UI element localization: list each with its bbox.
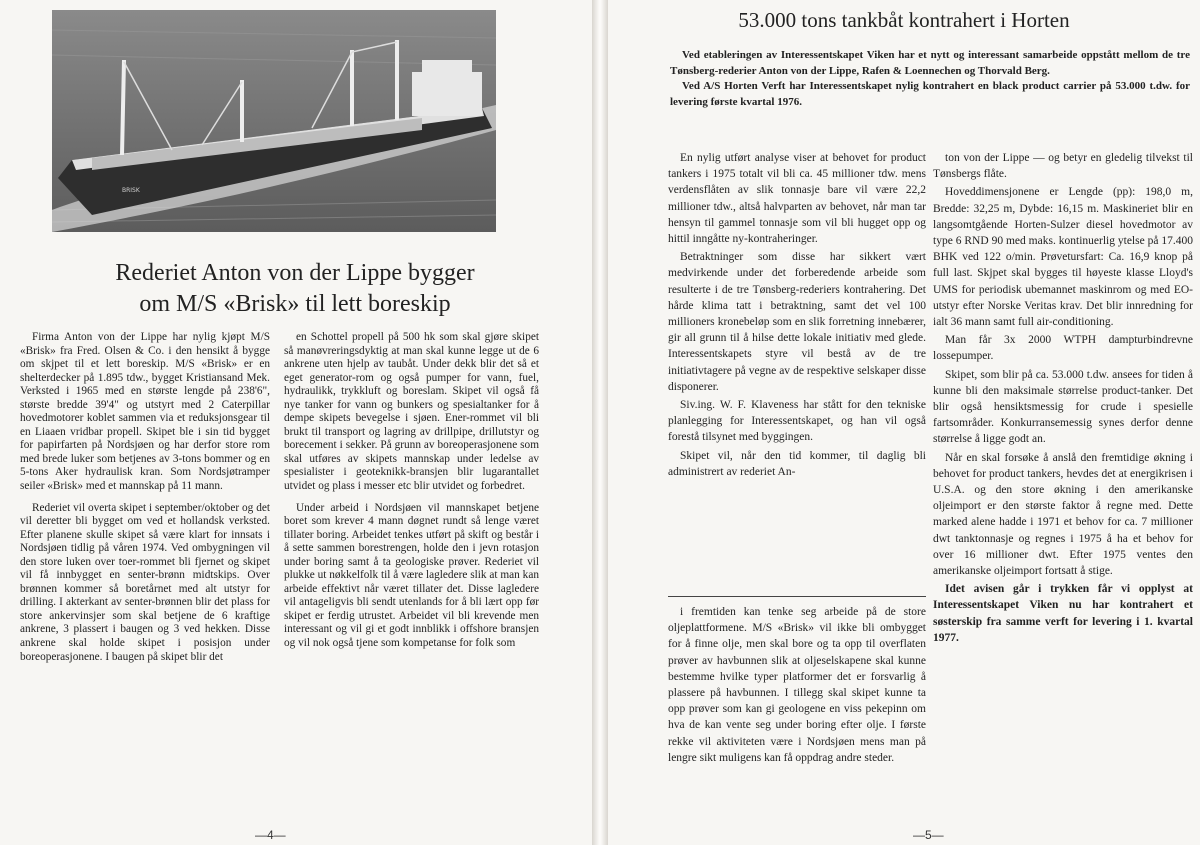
left-title-line-1: Rederiet Anton von der Lippe bygger	[115, 260, 475, 286]
paragraph: Under arbeid i Nordsjøen vil mannskapet betjene boret som krever 4 mann døgnet rundt så lenge været tillater boring. Arbeidet tenkes utført på skift og består i å sette sammen borestrengen, holde den i jevn rotasjon under boring samt å ta geologiske prøver. Rederiet vil plukke ut nøkkelfolk til å være lagledere slik at man kan arbeide effektivt når været tillater det. Disse lagledere vil antageligvis bli sendt utenlands for å bli lært opp før skipet er ferdig utrustet. Arbeidet vil bli krevende men interessant og vil gi et godt innblikk i offshore bransjen og vil nok også tjene som kompetanse for folk som	[284, 501, 539, 650]
paragraph: Firma Anton von der Lippe har nylig kjøpt M/S «Brisk» fra Fred. Olsen & Co. i den hensikt å bygge om skjpet til et lett boreskip. M/S «Brisk» er en shelterdecker på 1.895 tdw., bygget Kristiansand Mek. Verksted i 1965 med en største lengde på 238'6", største bredde 39'4" og utstyrt med 2 Caterpillar hovedmotorer koblet sammen via et reduksjonsgear til en Liaaen vridbar propell. Skipet ble i sin tid bygget for papirfarten på Nordsjøen og har derfor store rom med brede luker som betjenes av 3-tons bommer og en 5-tons Aker hydraulisk kran. Som Nordsjøtramper seiler «Brisk» med et mannskap på 11 mann.	[20, 331, 270, 493]
continued-from-left-article	[668, 604, 926, 824]
lede-paragraph: Ved etableringen av Interessentskapet Viken har et nytt og interessant samarbeide oppstått mellom de tre Tønsberg-rederier Anton von der Lippe, Rafen & Loennechen og Thorvald Berg.	[670, 49, 1190, 77]
ship-hull-name: BRISK	[122, 187, 140, 194]
paragraph: en Schottel propell på 500 hk som skal gjøre skipet så manøvreringsdyktig at man skal kunne legge ut de 6 ankrene uten hjelp av taubåt. Under dekk blir det så et eget generator-rom og også pumper for vann, fuel, hydraulikk, trykkluft og boreslam. Skipet vil også få nye tanker for vann og bunkers og spesialtanker for å dempe skipets bevegelse i sjøen. Ener-rommet vil bli brukt til transport og lagring av drillpipe, drillutstyr og borecement i sekker. På grunn av boreoperasjonene som skal utføres av skipets mannskap under ledelse av spesialister i geoteknikk-bransjen blir lugarantallet utvidet og plass i messer etc blir utvidet og forbedret.	[284, 331, 539, 493]
paragraph: Siv.ing. W. F. Klaveness har stått for den tekniske planlegging for Interessentskapet, og han vil også forestå tilsynet med byggingen.	[668, 399, 926, 444]
right-column-1	[668, 150, 926, 590]
paragraph: Skipet, som blir på ca. 53.000 t.dw. ansees for tiden å kunne bli den maksimale størrelse product-tanker. Det blir også hensiktsmessig for crude i spesielle fartsområder. Konkurransemessig synes derfor denne størrelse å ligge godt an.	[933, 368, 1193, 446]
ship-photo	[52, 10, 496, 232]
paragraph: Hoveddimensjonene er Lengde (pp): 198,0 m, Bredde: 32,25 m, Dybde: 16,15 m. Maskineriet blir en langsomtgående Horten-Sulzer diesel hovedmotor av type 6 RND 90 med maks. kontinuerlig ytelse på 17.400 BHK ved 122 o/min. Prøvetursfart: Ca. 16,9 knop på full last. Skjpet skal bygges til høyeste klasse Lloyd's UMS for periodisk ubemannet maskinrom og med EO-utstyr efter Norske Veritas krav. Det blir innredning for ialt 36 mann samt full air-conditioning.	[933, 186, 1193, 329]
ship-illustration	[52, 10, 496, 232]
paragraph: i fremtiden kan tenke seg arbeide på de store oljeplattformene. M/S «Brisk» vil ikke bli ombygget for å finne olje, men skal bore og ta opp til overflaten prøver av havbunnen slik at oljeselskapene skal kunne bestemme hvilke typer platformer det er forsvarlig å plassere på havbunnen. I tillegg skal skipet kunne ta opp prøver som kan gi geologene en viss pekepinn om hva de kan vente seg under boring efter olje. I første rekke vil aktiviteten være i Nordsjøen mens man på lengre sikt muligens kan få oppdrag andre steder.	[668, 606, 926, 764]
left-page-number: —4—	[255, 828, 286, 842]
paragraph: Man får 3x 2000 WTPH dampturbindrevne lossepumper.	[933, 334, 1193, 363]
paragraph: En nylig utført analyse viser at behovet for product tankers i 1975 totalt vil bli ca. 45 millioner tdw. mens verdensflåten av slik tonnasje bare vil være 22,2 millioner tdw., altså halvparten av behovet, når man tar hensyn til gammel tonnasje som vil bli hugget opp og hittil inngåtte ny-kontraheringer.	[668, 152, 926, 246]
left-page	[0, 0, 592, 845]
left-column-2	[284, 331, 539, 831]
paragraph: Rederiet vil overta skipet i september/oktober og det vil deretter bli bygget om ved et hollandsk verksted. Efter planene skulle skipet så være klart for innsats i Nordsjøen tidlig på våren 1974. Ved ombygningen vil den store luken over toer-rommet bli fjernet og skipet vil få innbygget en senter-brønn midtskips. Over brønnen kommer så boretårnet med alt utstyr for drilling. I akterkant av senter-brønnen blir det plass for store ankervinsjer som skal betjene de 6 kraftige ankrene, 3 plassert i baugen og 3 ved hekken. Disse ankrene skal holde skipet i posisjon under boreoperasjonene. I baugen på skipet blir det	[20, 501, 270, 663]
right-article-title: 53.000 tons tankbåt kontrahert i Horten	[738, 8, 1070, 32]
right-page	[608, 0, 1200, 845]
right-column-2	[933, 150, 1193, 830]
page-gutter	[592, 0, 608, 845]
paragraph: Skipet vil, når den tid kommer, til daglig bli administrert av rederiet An-	[668, 449, 926, 478]
column-divider-rule	[668, 596, 926, 597]
right-page-number: —5—	[913, 828, 944, 842]
paragraph: Betraktninger som disse har sikkert vært medvirkende under det forberedende arbeide som resulterte i de tre Tønsberg-rederiers kontrahering. Det hårde klima tatt i betraktning, samt det vel 100 millioners kronebeløp som en slik forretning innebærer, gir all grunn til å hilse dette lokale initiativ med glede. Interessentskapets styre vil bestå av de tre initiativtagere på vegne av de respektive selskaper disse disponerer.	[668, 251, 926, 393]
left-column-1	[20, 331, 270, 831]
lede-paragraph: Ved A/S Horten Verft har Interessentskapet nylig kontrahert en black product carrier på 53.000 t.dw. for levering første kvartal 1976.	[670, 80, 1190, 108]
left-article-title	[30, 258, 560, 320]
lede	[670, 48, 1190, 110]
paragraph: ton von der Lippe — og betyr en gledelig tilvekst til Tønsbergs flåte.	[933, 152, 1193, 181]
closing-note: Idet avisen går i trykken får vi opplyst at Interessentskapet Viken nu har kontrahert et søsterskip fra samme verft for levering i 1. kvartal 1977.	[933, 583, 1193, 644]
paragraph: Når en skal forsøke å anslå den fremtidige økning i behovet for product tankers, hevdes det at energikrisen i U.S.A. og den store økning i den amerikanske oljeimport er den største faktor å regne med. Dette marked alene hadde i 1971 et behov for ca. 7 millioner dwt tanktonnasje og regnes i 1975 å ha et behov for over 16 millioner dwt. Efter 1975 ventes den amerikanske oljeimport fortsatt å stige.	[933, 451, 1193, 578]
left-title-line-2: om M/S «Brisk» til lett boreskip	[139, 291, 451, 317]
